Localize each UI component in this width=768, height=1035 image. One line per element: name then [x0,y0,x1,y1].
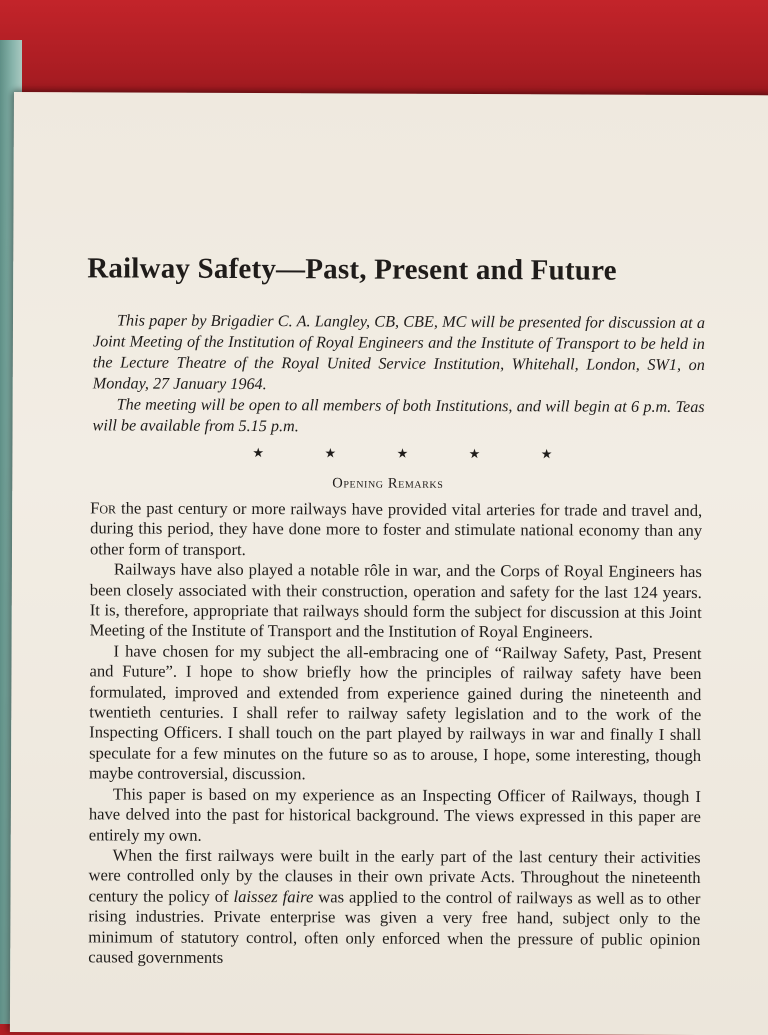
intro-paragraph: The meeting will be open to all members of both Institutions, and will begin at 6 p.m. Teas will be available from 5.15 p.m. [92,395,705,436]
paragraph-text: the past century or more railways have provided vital arteries for trade and travel and, during this period, they have done more to foster and stimulate national economy than any other form of transport. [89,498,703,559]
section-heading: Opening Remarks [332,475,444,492]
body-paragraph: This paper is based on my experience as an Inspecting Officer of Railways, though I have delved into the past for historical background. The views expressed in this paper are entirely my own. [88,784,701,845]
intro-note [92,310,705,439]
page-title: Railway Safety—Past, Present and Future [87,252,617,287]
body-paragraph [88,845,701,970]
body-paragraph: Railways have also played a notable rôle in war, and the Corps of Royal Engineers has been closely associated with their construction, operation and safety for the last 124 years. It is, therefore, appropriate that railways should form the subject for discussion at this Joint Meeting of the Institute of Transport and the Institution of Royal Engineers. [89,559,702,642]
paragraph-text: When the first railways were built in the early part of the last century their activities were controlled only by the clauses in their own private Acts. Throughout the nineteenth century the policy of [88,845,701,906]
drop-lead-word: For [90,498,117,518]
body-text [88,498,702,970]
book-page [10,92,768,1035]
star-icon: ★ [252,445,265,461]
paragraph-text: was applied to the control of railways as well as to other rising industries. Private enterprise was given a very free hand, subject only to the minimum of statutory control, often only enforced when the pressure of public opinion caused governments [88,887,701,967]
star-icon: ★ [396,445,409,461]
intro-paragraph: This paper by Brigadier C. A. Langley, CB, CBE, MC will be presented for discussion at a Joint Meeting of the Institution of Royal Engineers and the Institute of Transport to be held in the Lecture Theatre of the Royal United Service Institution, Whitehall, London, SW1, on Monday, 27 January 1964. [92,311,706,394]
star-separator [252,445,552,462]
star-icon: ★ [540,446,553,462]
body-paragraph [90,498,702,562]
body-paragraph: I have chosen for my subject the all-embracing one of “Railway Safety, Past, Present and Future”. I hope to show briefly how the principles of railway safety have been formulated, improved and extended from experience gained during the nineteenth and twentieth centuries. I shall refer to railway safety legislation and to the work of the Inspecting Officers. I shall touch on the part played by railways in war and finally I shall speculate for a few minutes on the future so as to arouse, I hope, some interesting, though maybe controversial, discussion. [88,641,702,784]
italic-phrase: laissez faire [233,886,314,907]
star-icon: ★ [468,445,481,462]
star-icon: ★ [324,445,337,461]
